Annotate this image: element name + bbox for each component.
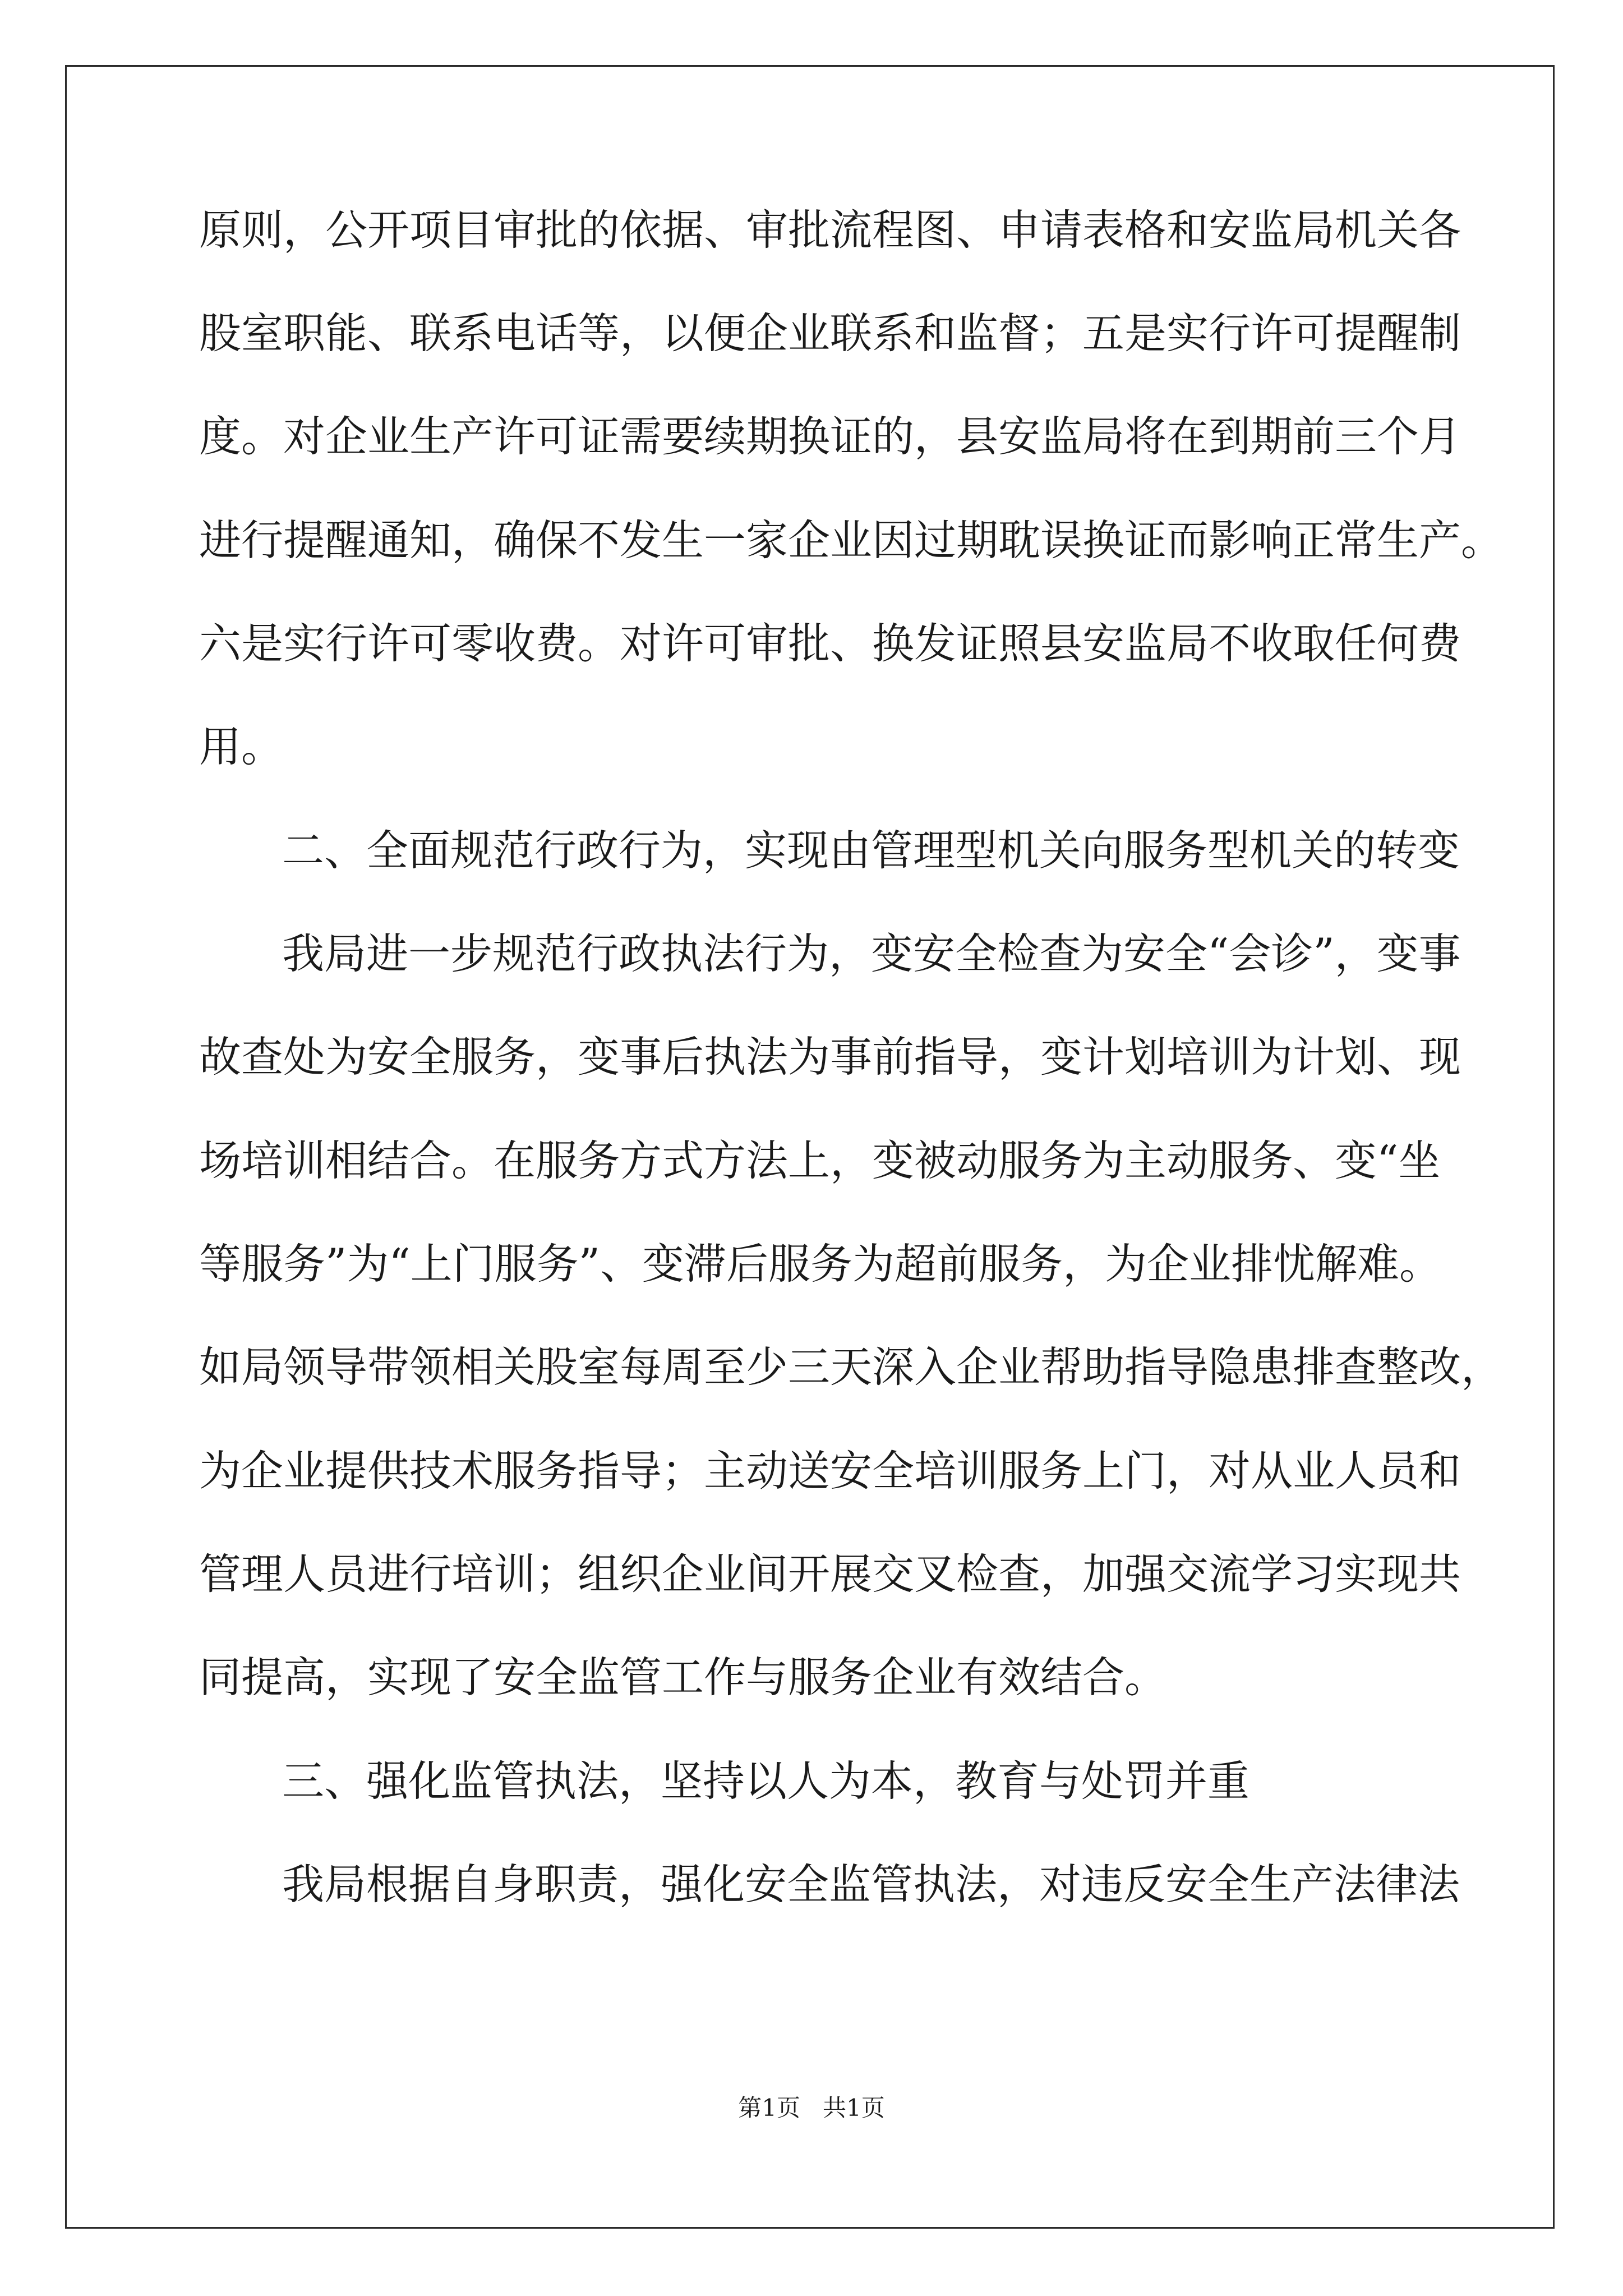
text-line: 如局领导带领相关股室每周至少三天深入企业帮助指导隐患排查整改， <box>199 1342 1504 1392</box>
text-line: 为企业提供技术服务指导；主动送安全培训服务上门，对从业人员和 <box>199 1446 1461 1496</box>
text-line: 同提高，实现了安全监管工作与服务企业有效结合。 <box>199 1653 1167 1702</box>
text-line: 故查处为安全服务，变事后执法为事前指导，变计划培训为计划、现 <box>199 1032 1461 1082</box>
text-line: 进行提醒通知，确保不发生一家企业因过期耽误换证而影响正常生产。 <box>199 516 1504 565</box>
text-line: 我局根据自身职责，强化安全监管执法，对违反安全生产法律法 <box>282 1860 1460 1909</box>
text-line: 场培训相结合。在服务方式方法上，变被动服务为主动服务、变“坐 <box>199 1136 1441 1185</box>
text-line: 等服务”为“上门服务”、变滞后服务为超前服务，为企业排忧解难。 <box>199 1239 1442 1289</box>
text-line: 管理人员进行培训；组织企业间开展交叉检查，加强交流学习实现共 <box>199 1549 1461 1599</box>
text-line: 股室职能、联系电话等，以便企业联系和监督；五是实行许可提醒制 <box>199 309 1461 358</box>
text-line: 用。 <box>199 722 284 771</box>
text-line: 原则，公开项目审批的依据、审批流程图、申请表格和安监局机关各 <box>199 205 1461 255</box>
text-line: 度。对企业生产许可证需要续期换证的，县安监局将在到期前三个月 <box>199 412 1461 461</box>
section-heading: 二、全面规范行政行为，实现由管理型机关向服务型机关的转变 <box>282 826 1460 875</box>
page-number-footer: 第1页 共1页 <box>738 2094 885 2122</box>
text-line: 我局进一步规范行政执法行为，变安全检查为安全“会诊”，变事 <box>282 929 1461 978</box>
section-heading: 三、强化监管执法，坚持以人为本，教育与处罚并重 <box>282 1756 1250 1806</box>
text-line: 六是实行许可零收费。对许可审批、换发证照县安监局不收取任何费 <box>199 619 1461 668</box>
